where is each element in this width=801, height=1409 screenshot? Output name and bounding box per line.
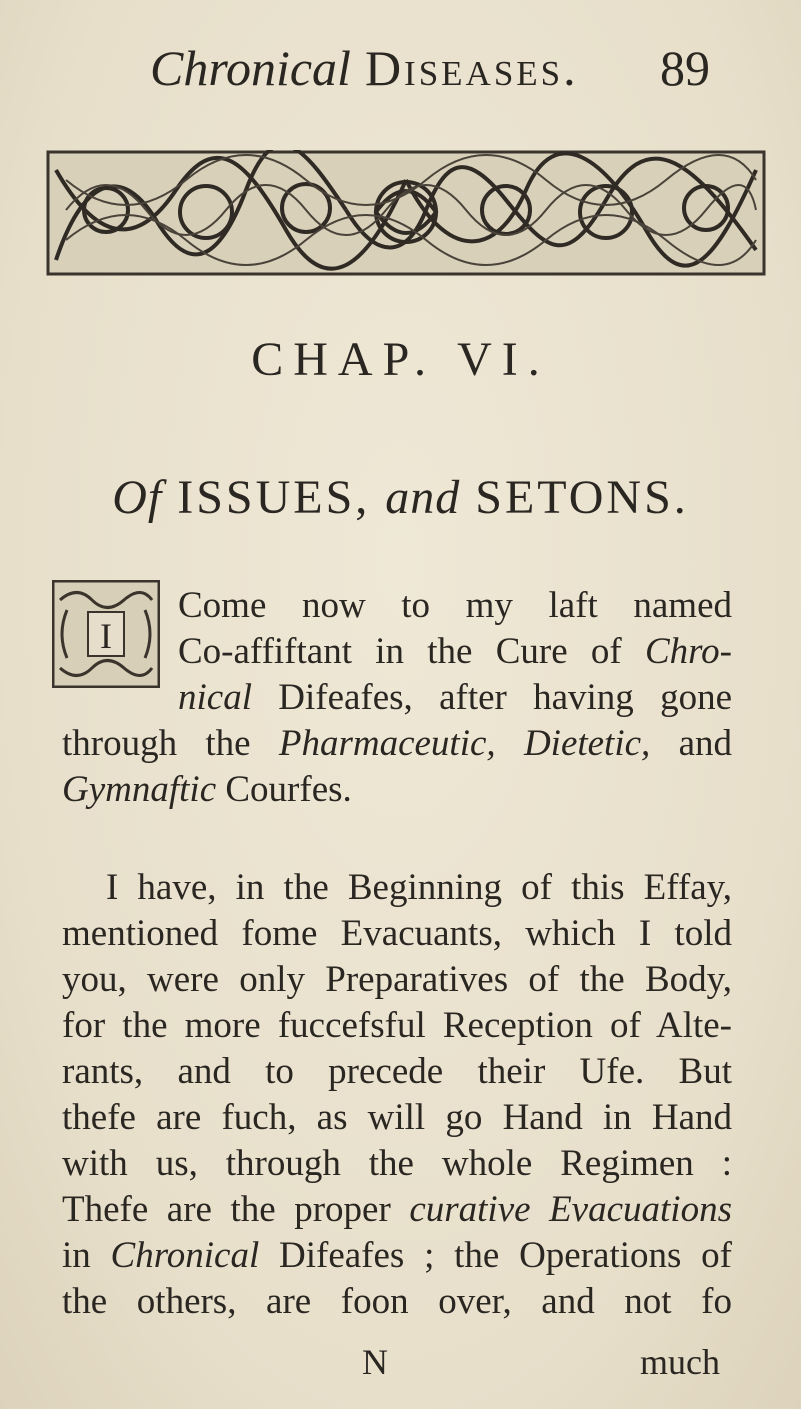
drop-cap-ornament [52, 580, 160, 688]
page-number: 89 [660, 40, 710, 96]
p1-line-3-text: Difeafes, after having gone [251, 677, 732, 718]
p2-line-8-italic: curative Evacuations [409, 1189, 732, 1230]
p1-line-5-text: Courfes. [216, 769, 352, 810]
running-head [150, 38, 710, 98]
p1-line-1: Come now to my laft named [178, 585, 732, 626]
p1-line-2 [178, 630, 732, 674]
p1-line-4-text: through the [62, 723, 279, 764]
p2-line-9 [62, 1234, 732, 1278]
p2-line-9-text: in [62, 1235, 111, 1276]
p1-line-4-italic-2: Dietetic, [523, 723, 651, 764]
p2-line-9-italic: Chronical [110, 1235, 260, 1276]
p1-line-4-end: and [650, 723, 732, 764]
subtitle-and: and [385, 471, 461, 524]
signature-mark: N [362, 1342, 388, 1382]
p2-line-6: thefe are fuch, as will go Hand in Hand [62, 1097, 732, 1138]
p1-line-5 [62, 768, 352, 812]
p1-line-4-italic-1: Pharmaceutic, [278, 723, 496, 764]
p1-line-4-space [496, 723, 524, 764]
p2-line-3: you, were only Preparatives of the Body, [62, 959, 732, 1000]
chapter-subtitle [0, 470, 801, 526]
p2-line-4: for the more fuccefsful Reception of Alte- [62, 1005, 732, 1046]
p1-line-4 [62, 722, 732, 766]
subtitle-setons: SETONS. [475, 471, 689, 524]
p1-line-3 [178, 676, 732, 720]
p2-line-1: I have, in the Beginning of this Effay, [106, 867, 732, 908]
p2-line-8 [62, 1188, 732, 1232]
p2-line-7: with us, through the whole Regimen : [62, 1143, 732, 1184]
p1-line-2-italic: Chro- [644, 631, 732, 672]
p1-line-5-italic: Gymnaftic [62, 769, 217, 810]
p2-line-8-text: Thefe are the proper [62, 1189, 410, 1230]
subtitle-of: Of [112, 471, 163, 524]
catchword: much [640, 1342, 720, 1382]
p1-line-2-text: Co-affiftant in the Cure of [178, 631, 645, 672]
svg-text:I: I [100, 616, 112, 656]
p2-line-9-end: Difeafes ; the Operations of [259, 1235, 732, 1276]
running-title-italic: Chronical [150, 40, 351, 96]
p2-line-2: mentioned fome Evacuants, which I told [62, 913, 732, 954]
p2-line-10: the others, are foon over, and not fo [62, 1281, 732, 1322]
headpiece-ornament [46, 150, 766, 276]
subtitle-issues: ISSUES, [177, 471, 371, 524]
p1-line-3-italic: nical [178, 677, 252, 718]
running-title-caps: Diseases. [364, 40, 579, 96]
p2-line-5: rants, and to precede their Ufe. But [62, 1051, 732, 1092]
chapter-heading: CHAP. VI. [251, 333, 550, 386]
